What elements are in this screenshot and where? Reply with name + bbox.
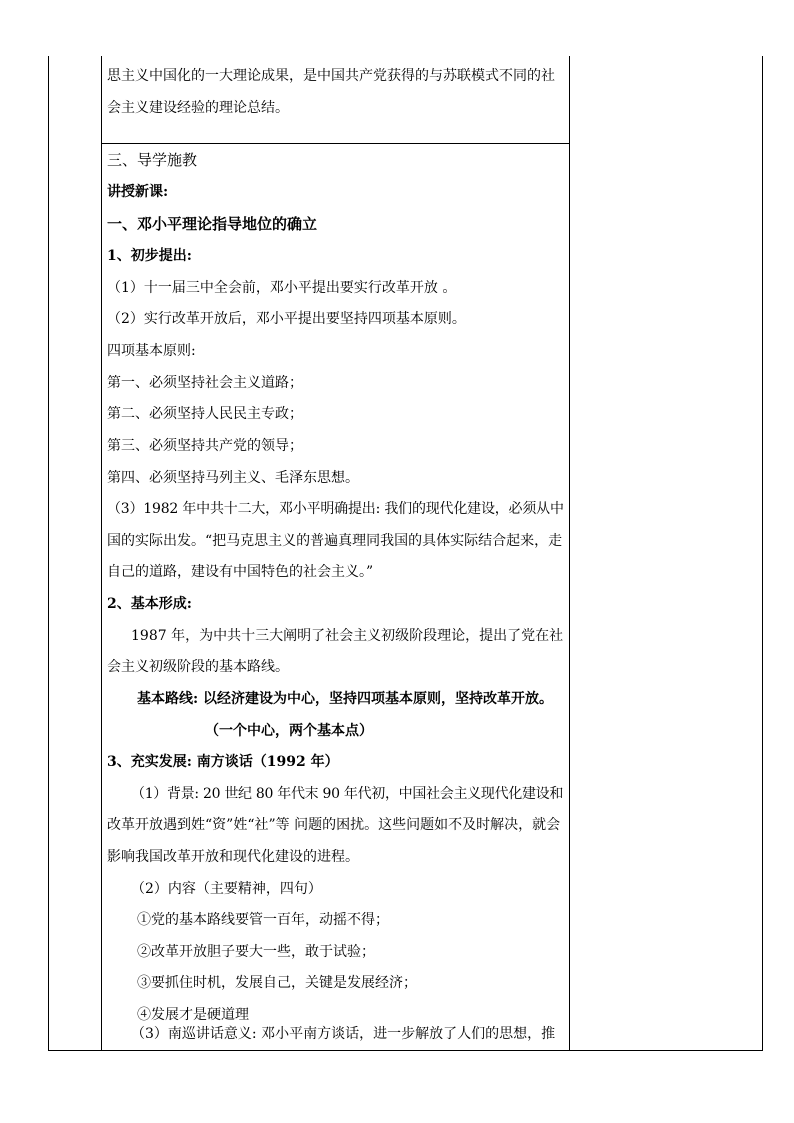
sub-title: 讲授新课:	[107, 184, 169, 200]
table-divider-2	[569, 56, 570, 1051]
principle-item: 第一、必须坚持社会主义道路；	[107, 375, 303, 391]
item-1-title: 1、初步提出:	[107, 248, 192, 264]
principle-item: 第二、必须坚持人民民主专政；	[107, 406, 303, 422]
item-1-paragraph-3-line-3: 自己的道路，建设有中国特色的社会主义。”	[107, 564, 374, 580]
item-1-paragraph-1: （1）十一届三中全会前，邓小平提出要实行改革开放 。	[107, 280, 457, 296]
item-3-meaning: （3）南巡讲话意义: 邓小平南方谈话，进一步解放了人们的思想，推	[131, 1026, 556, 1042]
content-item: ③要抓住时机，发展自己，关键是发展经济；	[137, 975, 417, 991]
item-2-line-2: 会主义初级阶段的基本路线。	[107, 659, 289, 675]
table-border-left	[48, 56, 49, 1051]
item-2-title: 2、基本形成:	[107, 596, 192, 612]
item-3-content-title: （2）内容（主要精神，四句）	[131, 881, 322, 897]
content-item: ②改革开放胆子要大一些，敢于试验；	[137, 944, 375, 960]
table-border-bottom	[48, 1050, 763, 1051]
heading-1: 一、邓小平理论指导地位的确立	[107, 215, 318, 233]
principle-item: 第三、必须坚持共产党的领导；	[107, 438, 303, 454]
table-divider-1	[101, 56, 102, 1051]
item-1-paragraph-3-line-2: 国的实际出发。“把马克思主义的普遍真理同我国的具体实际结合起来，走	[107, 533, 563, 549]
item-2-line-1: 1987 年，为中共十三大阐明了社会主义初级阶段理论，提出了党在社	[131, 628, 564, 644]
top-cell-line-1: 思主义中国化的一大理论成果，是中国共产党获得的与苏联模式不同的社	[107, 68, 555, 84]
item-1-paragraph-3-line-1: （3）1982 年中共十二大，邓小平明确提出: 我们的现代化建设，必须从中	[107, 501, 564, 517]
item-3-background-line-2: 改革开放遇到姓“资”姓“社”等 问题的困扰。这些问题如不及时解决，就会	[107, 817, 561, 833]
main-cell	[107, 146, 565, 1046]
principles-label: 四项基本原则:	[107, 343, 196, 359]
item-3-background-line-1: （1）背景: 20 世纪 80 年代末 90 年代初，中国社会主义现代化建设和	[131, 786, 564, 802]
basic-line: 基本路线: 以经济建设为中心，坚持四项基本原则，坚持改革开放。	[137, 691, 554, 707]
table-row-separator	[101, 143, 570, 144]
item-3-background-line-3: 影响我国改革开放和现代化建设的进程。	[107, 849, 359, 865]
top-cell	[107, 62, 565, 140]
principle-item: 第四、必须坚持马列主义、毛泽东思想。	[107, 470, 359, 486]
content-item: ①党的基本路线要管一百年，动摇不得；	[137, 912, 389, 928]
basic-line-note: （一个中心，两个基本点）	[205, 723, 373, 739]
section-title: 三、导学施教	[107, 151, 198, 169]
item-3-title: 3、充实发展: 南方谈话（1992 年）	[107, 754, 339, 770]
top-cell-line-2: 会主义建设经验的理论总结。	[107, 100, 289, 116]
table-border-right	[762, 56, 763, 1051]
item-1-paragraph-2: （2）实行改革开放后，邓小平提出要坚持四项基本原则。	[107, 311, 466, 327]
content-item: ④发展才是硬道理	[137, 1007, 249, 1023]
